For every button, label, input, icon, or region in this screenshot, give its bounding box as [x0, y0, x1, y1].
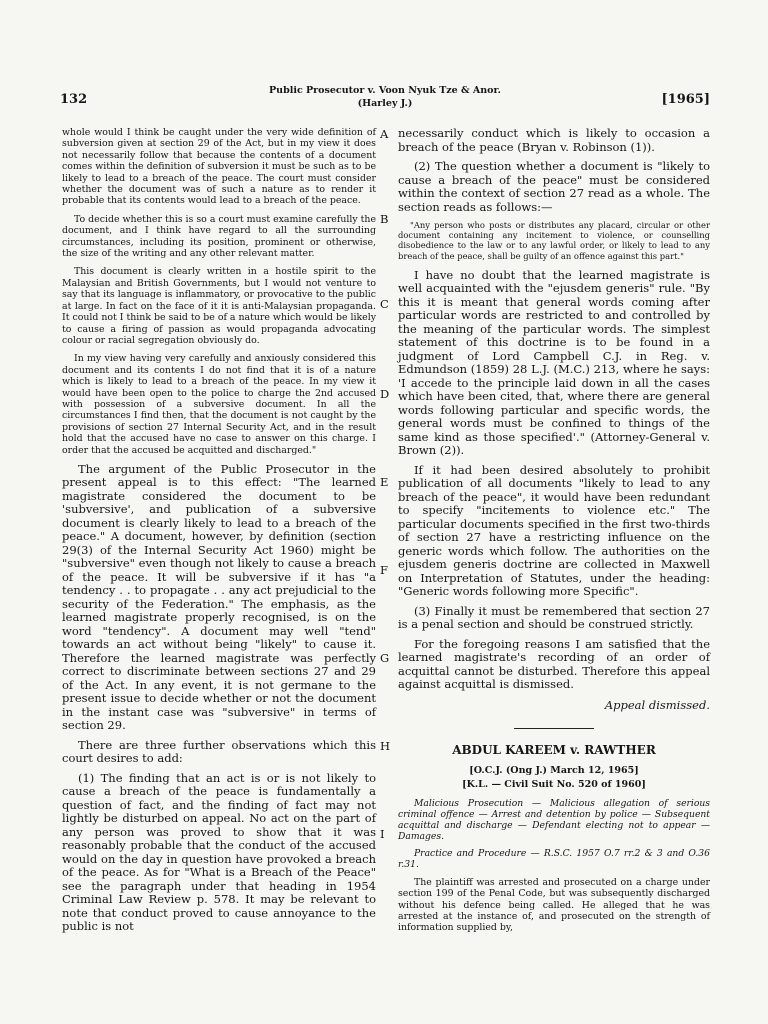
body-paragraph: I have no doubt that the learned magistrate is well acquainted with the "ejusdem generis" rule. "By this it is meant that general words coming after particular words are restricted to and controlled by the meaning of the particular words. The simplest statement of this doctrine is to be found in a judgment of Lord Campbell C.J. in Reg. v. Edmundson (1859) 28 L.J. (M.C.) 213, where he says: 'I accede to the principle laid down in all the cases which have been cited, that, where there are general words following particular and specific words, the general words must be confined to things of the same kind as those specified'." (Attorney-General v. Brown (2)).	[398, 267, 710, 458]
quoted-judgment-paragraph: In my view having very carefully and anxiously considered this document and its contents I do not find that it is of a nature which is likely to lead to a breach of the peace. In my view it would have been open to the police to charge the 2nd accused with possession of a subversive document. In all the circumstances I find then, that the document is not caught by the provisions of section 27 Internal Security Act, and in the result hold that the accused have no case to answer on this charge. I order that the accused be acquitted and discharged."	[62, 353, 376, 456]
margin-letter: F	[380, 563, 388, 577]
right-column	[398, 127, 710, 934]
running-title-case: Public Prosecutor v. Voon Nyuk Tze & Anor.	[269, 85, 501, 96]
margin-letter: H	[380, 739, 391, 753]
body-paragraph: There are three further observations which this court desires to add:	[62, 737, 376, 766]
disposition: Appeal dismissed.	[604, 697, 710, 712]
body-paragraph: necessarily conduct which is likely to occasion a breach of the peace (Bryan v. Robinson (1)).	[398, 126, 710, 154]
catchwords: Practice and Procedure — R.S.C. 1957 O.7 rr.2 & 3 and O.36 r.31.	[398, 847, 710, 870]
headnote: The plaintiff was arrested and prosecuted on a charge under section 199 of the Penal Code, but was subsequently discharged without his defence being called. He alleged that he was arrested at the instance of, and prosecuted on the strength of information supplied by,	[398, 876, 710, 934]
body-paragraph: For the foregoing reasons I am satisfied that the learned magistrate's recording of an order of acquittal cannot be disturbed. Therefore this appeal against acquittal is dismissed.	[398, 636, 710, 692]
margin-letter: D	[380, 387, 390, 401]
quoted-judgment-paragraph: whole would I think be caught under the very wide definition of subversion given at section 29 of the Act, but in my view it does not necessarily follow that because the contents of a document comes within the definition of subversion it must be such as to be likely to lead to a breach of the peace. The court must consider whether the document was of such a nature as to render it probable that its contents would lead to a breach of the peace.	[62, 127, 376, 207]
body-paragraph: (1) The finding that an act is or is not likely to cause a breach of the peace is fundamentally a question of fact, and the finding of fact may not lightly be disturbed on appeal. No act on the part of any person was proved to show that it was reasonably probable that the conduct of the accused would on the day in question have provoked a breach of the peace. As for "What is a Breach of the Peace" see the paragraph under that heading in 1954 Criminal Law Review p. 578. It may be relevant to note that conduct proved to cause annoyance to the public is not	[62, 770, 376, 934]
page-number: 132	[60, 92, 88, 107]
page-header	[60, 84, 710, 124]
body-paragraph: If it had been desired absolutely to prohibit publication of all documents "likely to lead to any breach of the peace", it would have been redundant to specify "incitements to violence etc." The particular documents specified in the first two-thirds of section 27 have a restricting influence on the generic words which follow. The authorities on the ejusdem generis doctrine are collected in Maxwell on Interpretation of Statutes, under the heading: "Generic words following more Specific".	[398, 462, 710, 599]
margin-letter: E	[380, 475, 389, 489]
margin-letter: G	[380, 651, 390, 665]
running-title-judge: (Harley J.)	[357, 98, 413, 109]
body-paragraph: (3) Finally it must be remembered that section 27 is a penal section and should be construed strictly.	[398, 603, 710, 632]
margin-letter: A	[380, 127, 389, 141]
margin-letter: B	[380, 212, 389, 226]
quoted-judgment-paragraph: This document is clearly written in a hostile spirit to the Malaysian and British Governments, but I would not venture to say that its language is inflammatory, or provocative to the public at large. In fact on the face of it it is anti-Malaysian propaganda. It could not I think be said to be of a nature which would be likely to cause a firing of passion as would propaganda advocating colour or racial segregation obviously do.	[62, 266, 376, 346]
margin-letter: C	[380, 297, 389, 311]
quoted-judgment-paragraph: To decide whether this is so a court must examine carefully the document, and I think have regard to all the surrounding circumstances, including its position, prominent or otherwise, the size of the writing and any other relevant matter.	[62, 213, 376, 260]
statute-quote: "Any person who posts or distributes any placard, circular or other document containing any incitement to violence, or counselling disobedience to the law or to any lawful order, or likely to lead to any breach of the peace, shall be guilty of an offence against this part."	[398, 220, 710, 261]
left-column	[62, 127, 376, 940]
report-year: [1965]	[661, 92, 710, 107]
suit-line: [K.L. — Civil Suit No. 520 of 1960]	[462, 778, 646, 790]
body-paragraph: (2) The question whether a document is "likely to cause a breach of the peace" must be considered within the context of section 27 read as a whole. The section reads as follows:—	[398, 159, 710, 214]
catchwords: Malicious Prosecution — Malicious allegation of serious criminal offence — Arrest and detention by police — Subsequent acquittal and discharge — Defendant electing not to appear — Damages.	[398, 797, 710, 842]
case-divider	[514, 728, 594, 729]
court-line: [O.C.J. (Ong J.) March 12, 1965]	[469, 764, 639, 776]
running-title	[180, 84, 590, 110]
body-paragraph: The argument of the Public Prosecutor in the present appeal is to this effect: "The learned magistrate considered the document to be 'subversive', and publication of a subversive document is clearly likely to lead to a breach of the peace." A document, however, by definition (section 29(3) of the Internal Security Act 1960) might be "subversive" even though not likely to cause a breach of the peace. It will be subversive if it has "a tendency . . to propagate . . any act prejudicial to the security of the Federation." The emphasis, as the learned magistrate properly recognised, is on the word "tendency". A document may well "tend" towards an act without being "likely" to cause it. Therefore the learned magistrate was perfectly correct to discriminate between sections 27 and 29 of the Act. In any event, it is not germane to the present issue to decide whether or not the document in the instant case was "subversive" in terms of section 29.	[62, 461, 376, 733]
margin-letter: I	[380, 827, 385, 841]
case-title: ABDUL KAREEM v. RAWTHER	[452, 742, 656, 757]
